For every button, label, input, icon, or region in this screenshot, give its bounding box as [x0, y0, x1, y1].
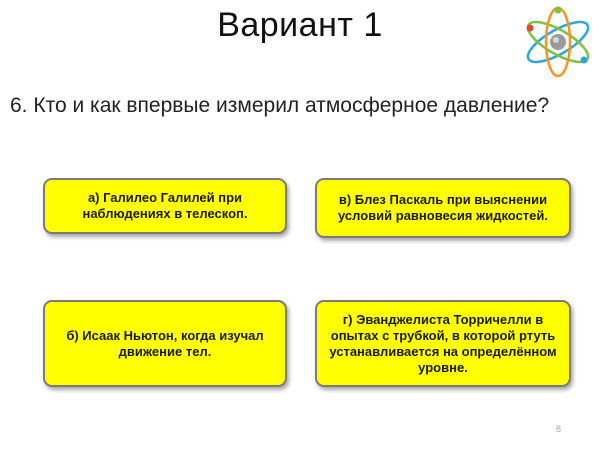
answer-option-g-label: г) Эванджелиста Торричелли в опытах с трубкой, в которой ртуть устанавливается на определённом уровне.	[329, 311, 557, 375]
answer-option-v-label: в) Блез Паскаль при выяснении условий равновесия жидкостей.	[338, 192, 548, 223]
answer-option-a-label: а) Галилео Галилей при наблюдениях в телескоп.	[82, 190, 248, 221]
answer-option-b-label: б) Исаак Ньютон, когда изучал движение тел.	[66, 327, 264, 359]
answer-option-g[interactable]	[315, 300, 571, 387]
answer-option-b[interactable]	[43, 300, 287, 387]
question-text: 6. Кто и как впервые измерил атмосферное давление?	[10, 94, 550, 117]
page-number: 8	[556, 424, 562, 434]
answer-option-a[interactable]	[43, 178, 287, 234]
slide-title: Вариант 1	[217, 6, 383, 44]
answer-option-v[interactable]	[315, 178, 571, 238]
atom-icon	[518, 2, 598, 82]
